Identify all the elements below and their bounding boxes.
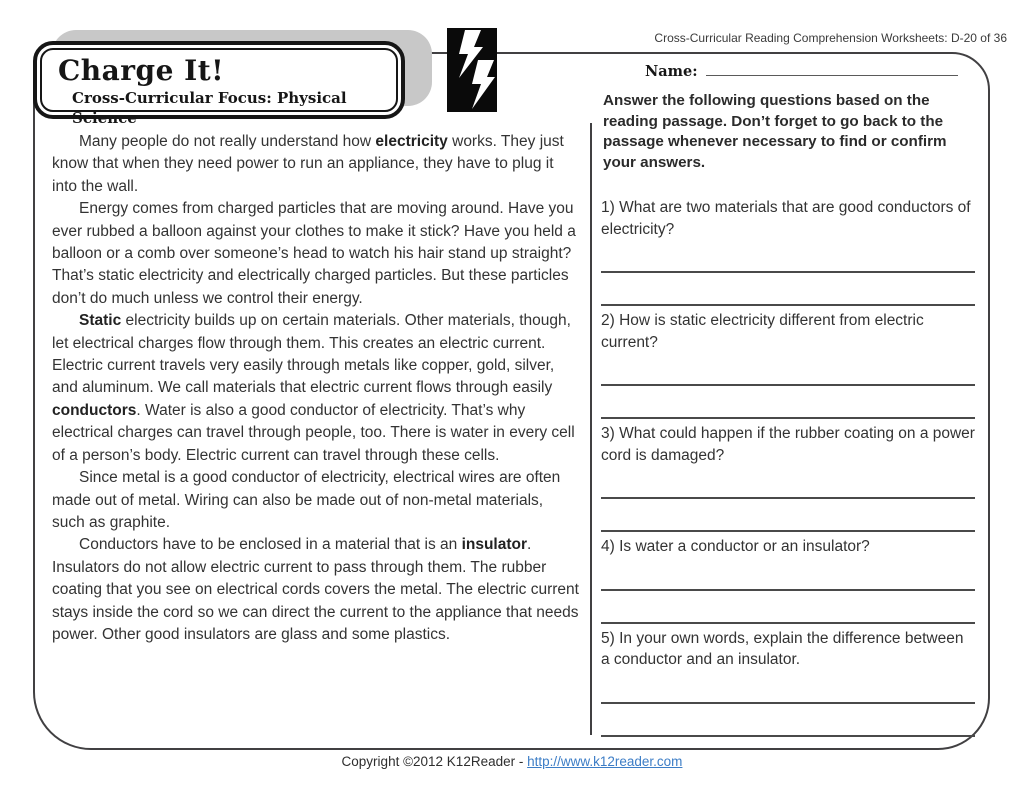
worksheet-subtitle: Cross-Curricular Focus: Physical Science: [72, 89, 347, 127]
question-block: [601, 536, 975, 624]
column-divider: [590, 123, 592, 735]
passage-paragraph: Static electricity builds up on certain materials. Other materials, though, let electrical charges flow through them. This creates an electric current. Electric current travels very easily through metals like copper, gold, silver, and aluminum. We call materials that electric current flows through easily conductors. Water is also a good conductor of electricity. That’s why electrical charges can travel through people, too. There is water in every cell of a person’s body. Electric current can travel through these cells.: [52, 312, 575, 464]
reading-passage: [52, 131, 580, 646]
footer: [0, 754, 1024, 769]
name-label: Name:: [645, 63, 698, 80]
worksheet-series-label: Cross-Curricular Reading Comprehension Worksheets: D-20 of 36: [654, 31, 1007, 45]
question-text: 3) What could happen if the rubber coating on a power cord is damaged?: [601, 425, 975, 464]
worksheet-title: Charge It!: [58, 54, 224, 87]
question-block: [601, 423, 975, 532]
question-text: 1) What are two materials that are good conductors of electricity?: [601, 199, 971, 238]
answer-blank-line[interactable]: [601, 386, 975, 419]
answer-blank-line[interactable]: [601, 466, 975, 499]
passage-paragraph: Many people do not really understand how electricity works. They just know that when they need power to run an appliance, they have to plug it into the wall.: [52, 133, 564, 195]
questions-list: [601, 197, 975, 737]
k12reader-link[interactable]: http://www.k12reader.com: [527, 754, 683, 769]
answer-blank-line[interactable]: [601, 499, 975, 532]
question-text: 5) In your own words, explain the difference between a conductor and an insulator.: [601, 629, 964, 668]
answer-blank-line[interactable]: [601, 704, 975, 737]
answer-blank-line[interactable]: [601, 353, 975, 386]
answer-blank-line[interactable]: [601, 558, 975, 591]
name-row: [601, 62, 975, 81]
question-block: [601, 310, 975, 419]
instructions-text: Answer the following questions based on the reading passage. Don’t forget to go back to the passage whenever necessary to find or confirm your answers.: [603, 92, 947, 171]
answer-blank-line[interactable]: [601, 671, 975, 704]
answer-blank-line[interactable]: [601, 273, 975, 306]
lightning-bolt-icon: [447, 28, 497, 112]
title-box-inner: [40, 48, 398, 127]
copyright-text: Copyright ©2012 K12Reader -: [341, 754, 528, 769]
answer-blank-line[interactable]: [601, 591, 975, 624]
question-text: 4) Is water a conductor or an insulator?: [601, 538, 870, 555]
answer-blank-line[interactable]: [601, 240, 975, 273]
question-block: [601, 197, 975, 306]
passage-paragraph: Since metal is a good conductor of electricity, electrical wires are often made out of metal. Wiring can also be made out of non-metal materials, such as graphite.: [52, 469, 561, 531]
passage-paragraph: Conductors have to be enclosed in a material that is an insulator. Insulators do not allow electric current to pass through them. The rubber coating that you see on electrical cords covers the metal. The electric current stays inside the cord so we can direct the current to the appliance that needs power. Other good insulators are glass and some plastics.: [52, 536, 579, 643]
answer-column: [601, 62, 975, 741]
question-text: 2) How is static electricity different from electric current?: [601, 312, 924, 351]
name-input-line[interactable]: [706, 62, 958, 76]
title-box: [33, 41, 405, 127]
question-block: [601, 628, 975, 737]
passage-paragraph: Energy comes from charged particles that are moving around. Have you ever rubbed a balloon against your clothes to make it stick? Have you held a balloon or a comb over someone’s head to watch his hair stand up straight? That’s static electricity and electrically charged particles. But these particles don’t do much unless we control their energy.: [52, 200, 576, 307]
